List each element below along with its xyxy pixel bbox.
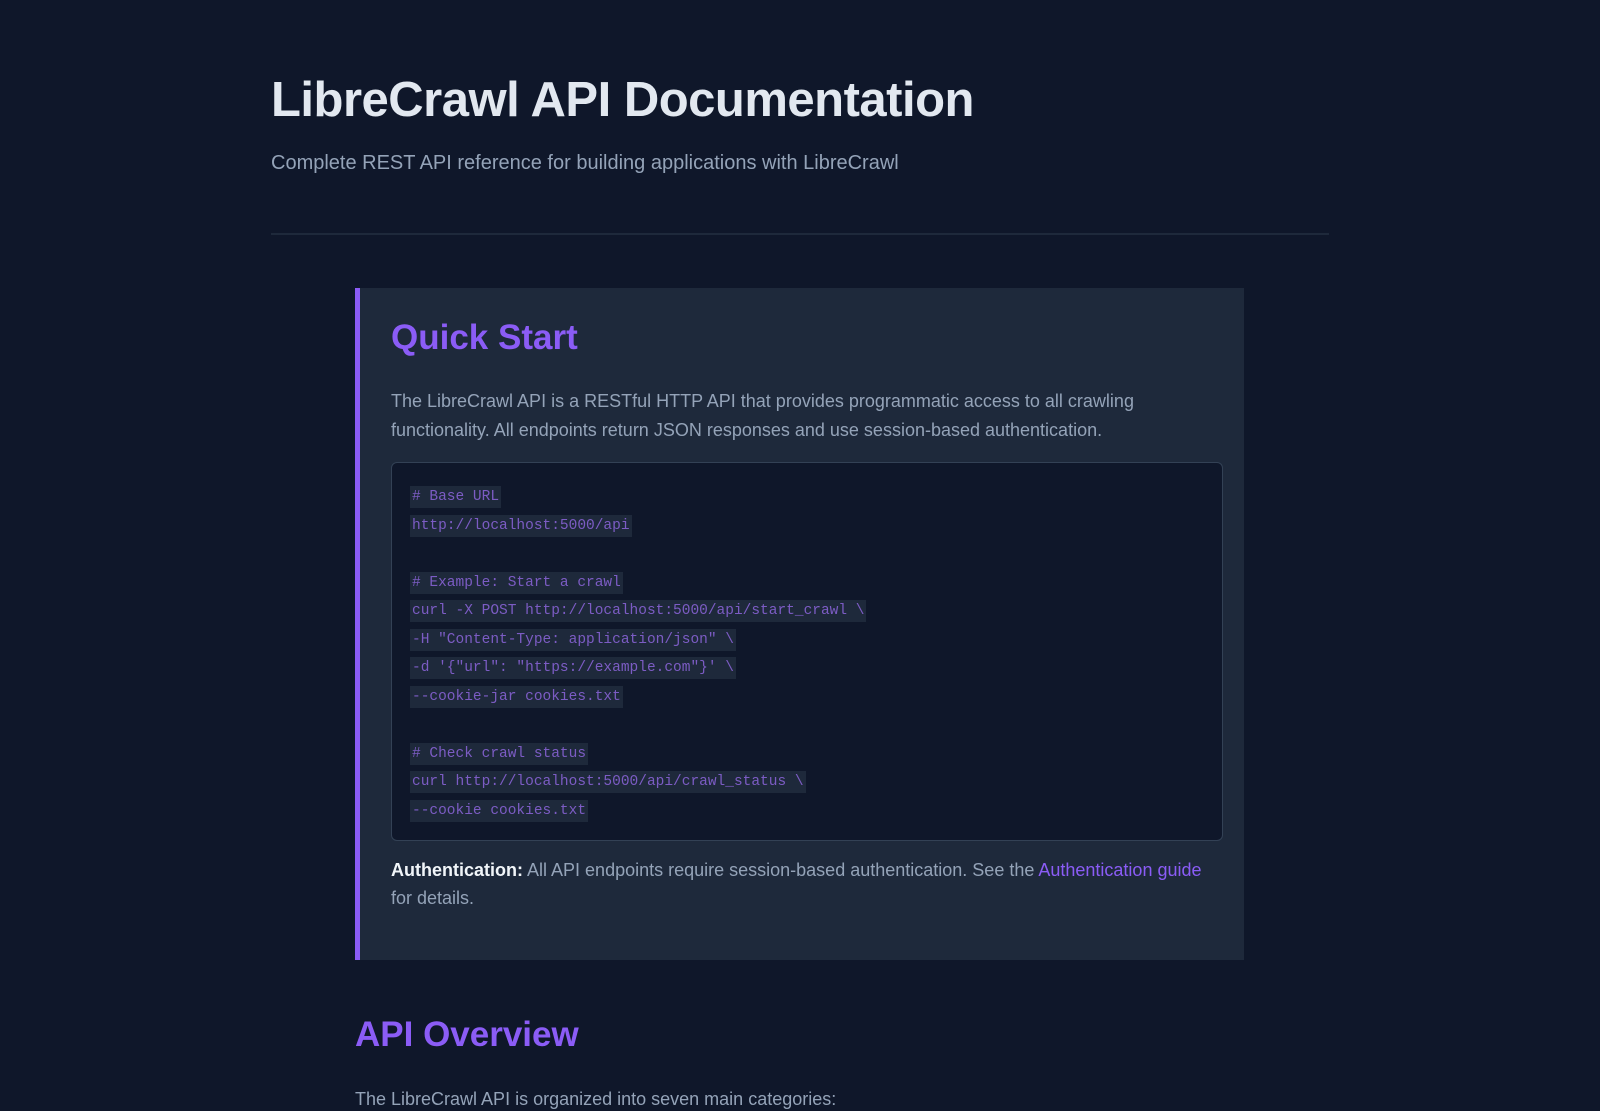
code-line	[410, 654, 1204, 683]
code-text: -d '{"url": "https://example.com"}' \	[410, 657, 736, 679]
page-subtitle: Complete REST API reference for building applications with LibreCrawl	[271, 152, 899, 174]
quick-start-intro: The LibreCrawl API is a RESTful HTTP API that provides programmatic access to all crawling functionality. All endpoints return JSON responses and use session-based authentication.	[391, 391, 1134, 440]
code-line	[410, 512, 1204, 541]
page-header	[271, 70, 1329, 176]
code-text: curl -X POST http://localhost:5000/api/start_crawl \	[410, 600, 866, 622]
quick-start-section	[355, 288, 1244, 960]
authentication-text: All API endpoints require session-based authentication. See the	[527, 860, 1035, 880]
authentication-suffix: for details.	[391, 888, 475, 908]
code-line-blank	[410, 711, 1204, 740]
authentication-note	[391, 856, 1211, 912]
code-line	[410, 740, 1204, 769]
code-line-blank	[410, 540, 1204, 569]
code-text: --cookie cookies.txt	[410, 800, 588, 822]
code-text: -H "Content-Type: application/json" \	[410, 629, 736, 651]
code-text: curl http://localhost:5000/api/crawl_status \	[410, 771, 806, 793]
code-text: # Base URL	[410, 486, 501, 508]
code-text: # Example: Start a crawl	[410, 572, 623, 594]
page-title: LibreCrawl API Documentation	[271, 73, 974, 127]
code-text: # Check crawl status	[410, 743, 588, 765]
api-overview-title: API Overview	[355, 1015, 579, 1054]
code-text: http://localhost:5000/api	[410, 515, 632, 537]
code-line	[410, 797, 1204, 826]
code-block[interactable]	[391, 462, 1223, 841]
code-line	[410, 768, 1204, 797]
quick-start-title: Quick Start	[391, 318, 578, 357]
header-divider	[271, 233, 1329, 235]
authentication-guide-link[interactable]: Authentication guide	[1038, 860, 1202, 880]
code-line	[410, 626, 1204, 655]
code-text: --cookie-jar cookies.txt	[410, 686, 623, 708]
code-line	[410, 483, 1204, 512]
code-line	[410, 683, 1204, 712]
api-overview-intro: The LibreCrawl API is organized into seven main categories:	[355, 1089, 837, 1109]
authentication-label: Authentication:	[391, 860, 523, 880]
code-line	[410, 597, 1204, 626]
code-line	[410, 569, 1204, 598]
